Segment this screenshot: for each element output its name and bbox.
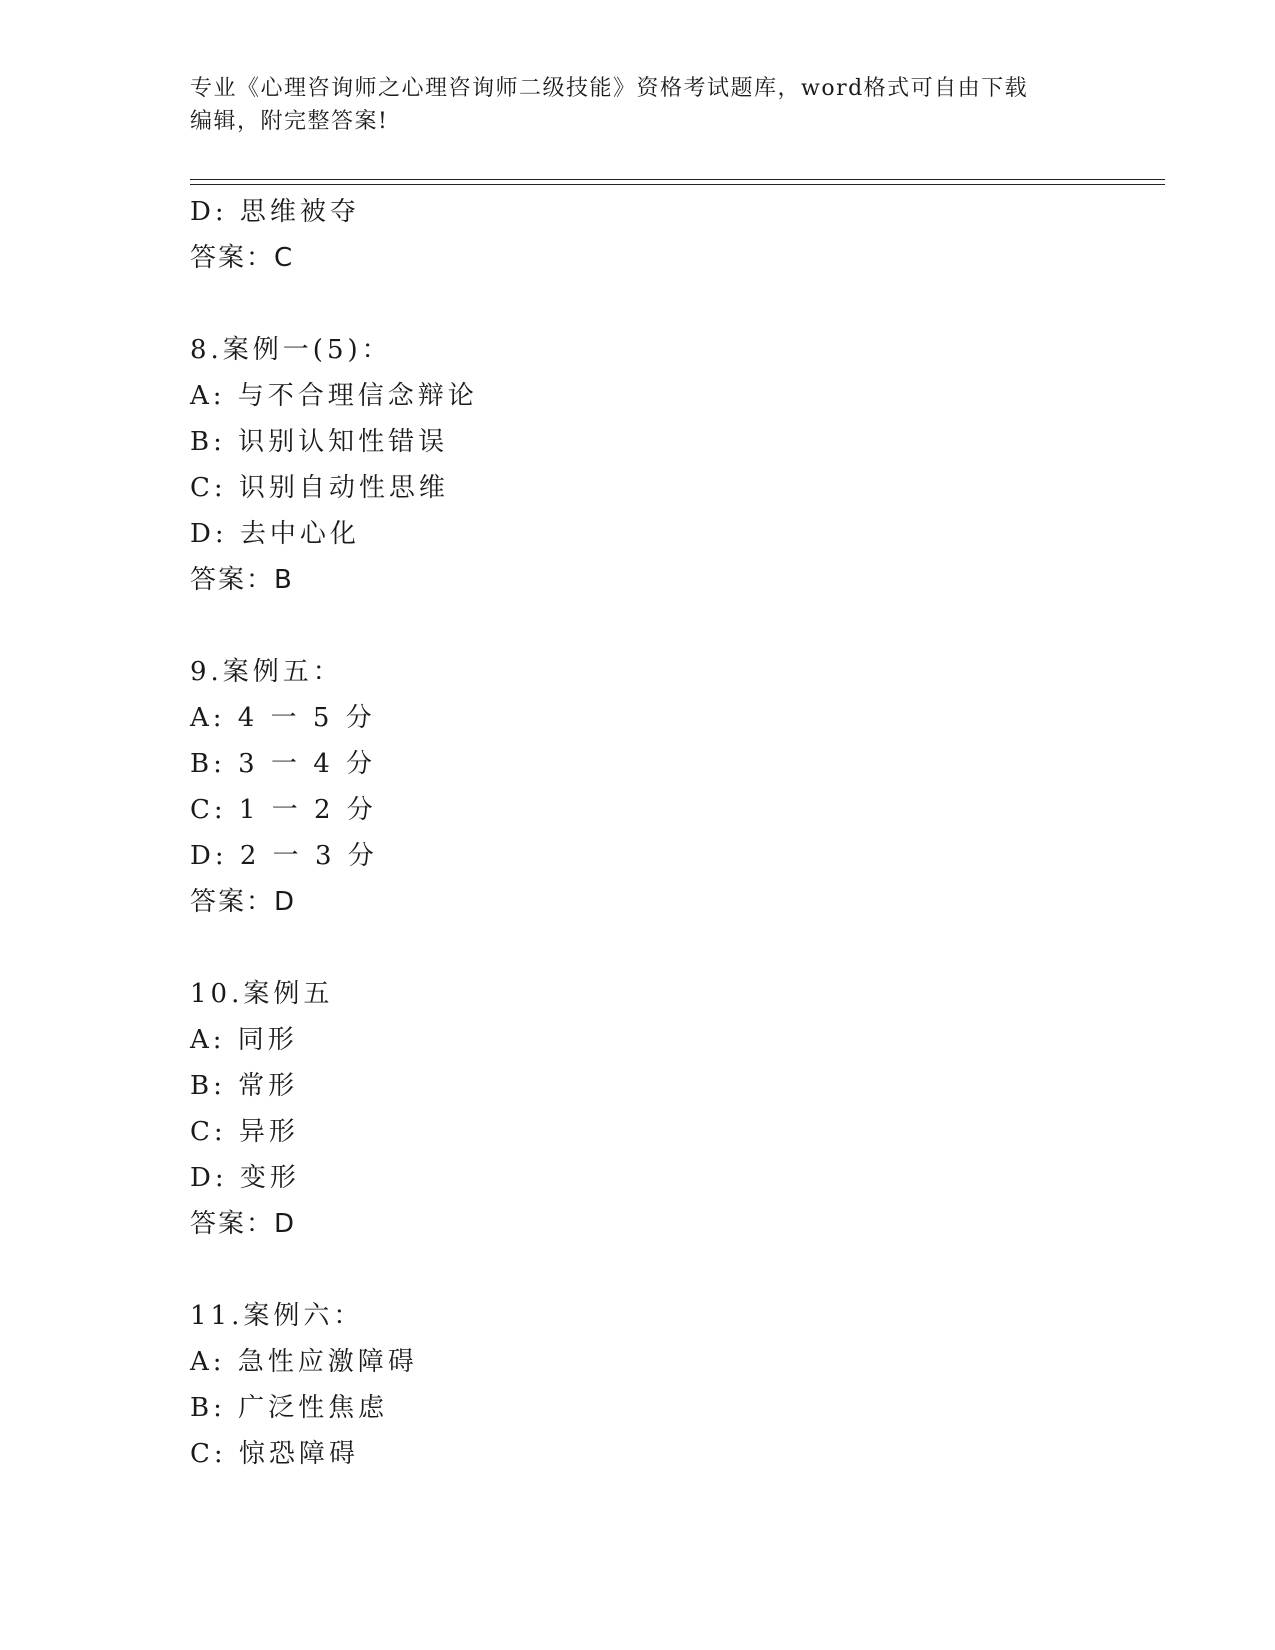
option-b: B: 识别认知性错误 [190, 427, 449, 457]
option-d: D: 2 一 3 分 [190, 841, 378, 871]
option-a: A: 4 一 5 分 [190, 703, 376, 733]
header-divider-bottom [190, 184, 1165, 185]
document-header [190, 72, 1070, 138]
option-b: B: 3 一 4 分 [190, 749, 377, 779]
option-d: D: 变形 [190, 1163, 300, 1193]
question-block-tail [190, 189, 1165, 281]
answer-line: 答案：B [190, 565, 294, 595]
option-c: C: 惊恐障碍 [190, 1439, 359, 1469]
question-stem: 11.案例六： [190, 1301, 364, 1331]
option-c: C: 1 一 2 分 [190, 795, 377, 825]
answer-line: 答案：C [190, 243, 295, 273]
option-d: D: 思维被夺 [190, 197, 360, 227]
option-d: D: 去中心化 [190, 519, 360, 549]
question-block-9 [190, 649, 1165, 925]
header-line-1: 专业《心理咨询师之心理咨询师二级技能》资格考试题库，word格式可自由下载 [190, 76, 1029, 101]
question-stem: 10.案例五 [190, 979, 334, 1009]
option-b: B: 常形 [190, 1071, 299, 1101]
header-divider-top [190, 179, 1165, 180]
question-list [190, 189, 1165, 1477]
answer-line: 答案：D [190, 887, 297, 917]
option-c: C: 识别自动性思维 [190, 473, 449, 503]
option-a: A: 与不合理信念辩论 [190, 381, 478, 411]
question-block-8 [190, 327, 1165, 603]
answer-line: 答案：D [190, 1209, 297, 1239]
option-b: B: 广泛性焦虑 [190, 1393, 389, 1423]
question-stem: 8.案例一(5)： [190, 335, 392, 365]
question-block-10 [190, 971, 1165, 1247]
question-stem: 9.案例五： [190, 657, 343, 687]
option-a: A: 同形 [190, 1025, 298, 1055]
option-a: A: 急性应激障碍 [190, 1347, 418, 1377]
option-c: C: 异形 [190, 1117, 299, 1147]
question-block-11 [190, 1293, 1165, 1477]
header-line-2: 编辑，附完整答案! [190, 109, 389, 134]
